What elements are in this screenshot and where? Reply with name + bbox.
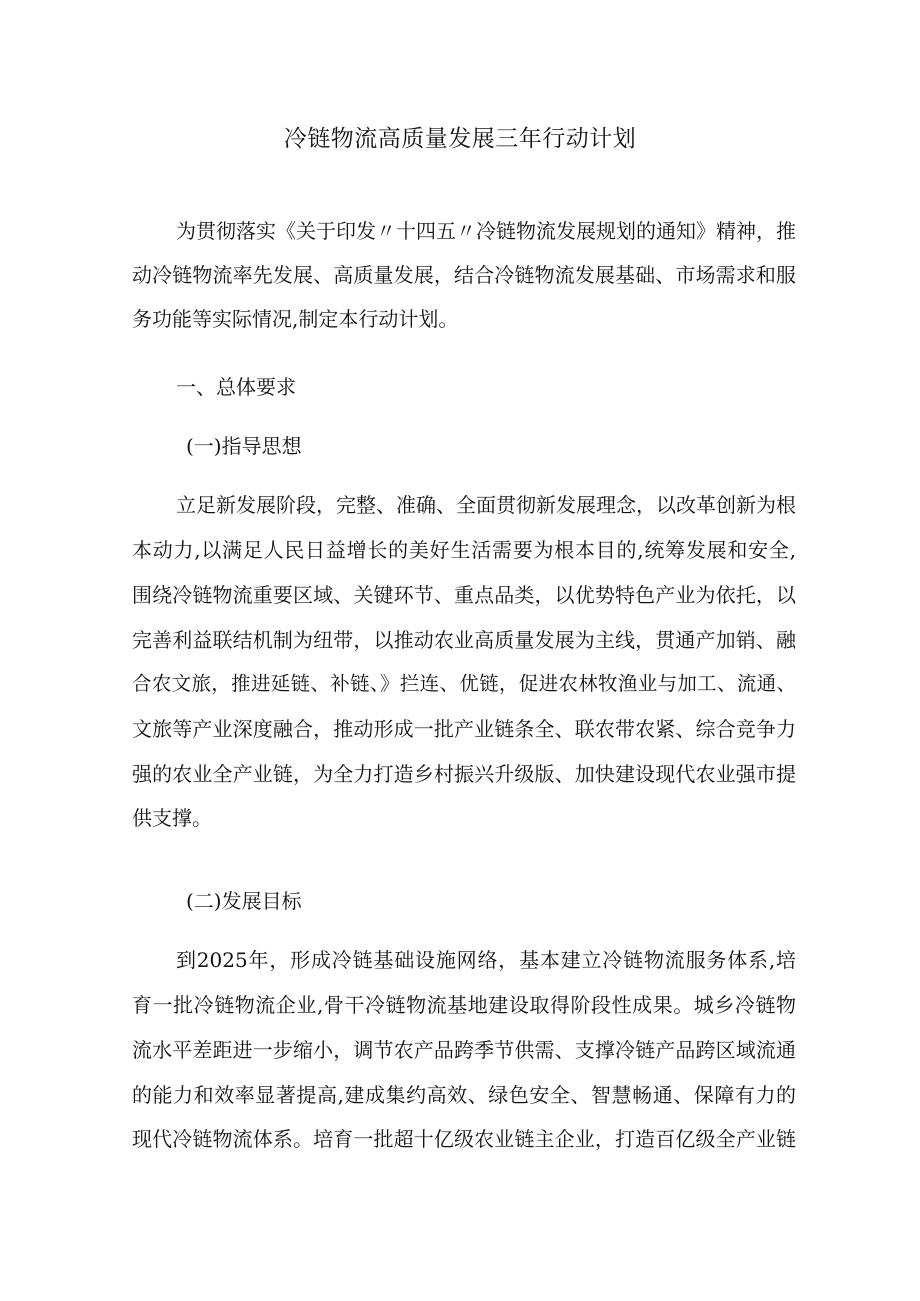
body-line: 流水平差距进一步缩小，调节农产品跨季节供需、支撑冷链产品跨区域流通 <box>132 1038 796 1062</box>
subsection-heading: (一)指导思想 <box>186 434 302 458</box>
intro-line: 务功能等实际情况,制定本行动计划。 <box>132 307 459 331</box>
document-title: 冷链物流高质量发展三年行动计划 <box>283 126 637 152</box>
body-line: 完善利益联结机制为纽带，以推动农业高质量发展为主线，贯通产加销、融 <box>132 628 796 652</box>
body-line: 供支撑。 <box>132 806 212 830</box>
body-line: 到2025年，形成冷链基础设施网络，基本建立冷链物流服务体系,培 <box>176 948 796 972</box>
intro-line: 动冷链物流率先发展、高质量发展，结合冷链物流发展基础、市场需求和服 <box>132 263 796 287</box>
section-heading: 一、总体要求 <box>176 375 296 399</box>
body-line: 的能力和效率显著提高,建成集约高效、绿色安全、智慧畅通、保障有力的 <box>132 1083 796 1107</box>
body-line: 文旅等产业深度融合，推动形成一批产业链条全、联农带农紧、综合竞争力 <box>132 717 796 741</box>
intro-line: 为贯彻落实《关于印发〃十四五〃冷链物流发展规划的通知》精神，推 <box>176 219 796 243</box>
subsection-heading: (二)发展目标 <box>186 889 302 913</box>
body-line: 本动力,以满足人民日益增长的美好生活需要为根本目的,统筹发展和安全, <box>132 538 796 562</box>
body-line: 现代冷链物流体系。培育一批超十亿级农业链主企业，打造百亿级全产业链 <box>132 1127 796 1151</box>
body-line: 育一批冷链物流企业,骨干冷链物流基地建设取得阶段性成果。城乡冷链物 <box>132 993 796 1017</box>
body-line: 立足新发展阶段，完整、准确、全面贯彻新发展理念，以改革创新为根 <box>176 493 796 517</box>
body-line: 强的农业全产业链，为全力打造乡村振兴升级版、加快建设现代农业强市提 <box>132 762 796 786</box>
body-line: 合农文旅，推进延链、补链、》拦连、优链，促进农林牧渔业与加工、流通、 <box>132 672 796 695</box>
body-line: 围绕冷链物流重要区域、关键环节、重点品类，以优势特色产业为依托，以 <box>132 583 796 607</box>
